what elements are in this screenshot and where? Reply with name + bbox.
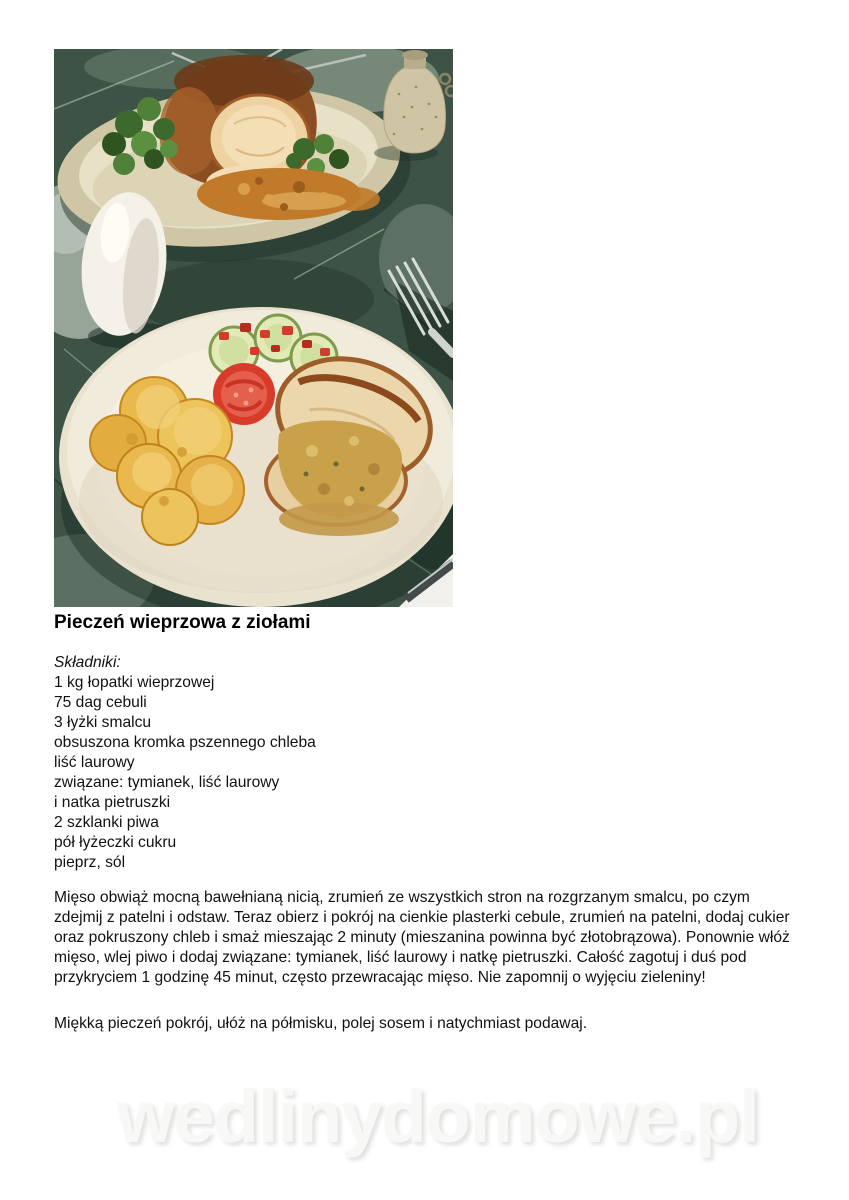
site-watermark: wedlinydomowe.pl [117,1075,759,1158]
ingredient-line: 1 kg łopatki wieprzowej [54,674,215,691]
recipe-photo [54,49,453,607]
page-title: Pieczeń wieprzowa z ziołami [54,612,311,633]
ingredients-heading: Składniki: [54,654,121,671]
recipe-body [54,653,799,1034]
instructions-paragraph: Mięso obwiąż mocną bawełnianą nicią, zrumień ze wszystkich stron na rozgrzanym smalcu, po czym zdejmij z patelni i odstaw. Teraz obierz i pokrój na cienkie plasterki cebule, zrumień na patelni, dodaj cukier oraz pokruszony chleb i smaż mieszając 2 minuty (mieszanina powinna być złotobrązowa). Ponownie włóż mięso, wlej piwo i dodaj związane: tymianek, liść laurowy i natkę pietruszki. Całość zagotuj i duś pod przykryciem 1 godzinę 45 minut, często przewracając mięso. Nie zapomnij o wyjęciu zieleniny! [54,889,790,986]
ingredient-line: 75 dag cebuli [54,694,147,711]
serving-paragraph: Miękką pieczeń pokrój, ułóż na półmisku, polej sosem i natychmiast podawaj. [54,1015,588,1032]
ingredients-list [54,673,799,873]
ingredient-line: związane: tymianek, liść laurowy [54,774,280,791]
ingredient-line: pół łyżeczki cukru [54,834,177,851]
ingredient-line: pieprz, sól [54,854,126,871]
ingredient-line: liść laurowy [54,754,135,771]
ingredient-line: 2 szklanki piwa [54,814,159,831]
ingredient-line: obsuszona kromka pszennego chleba [54,734,316,751]
pork-roast-photo-illustration [54,49,453,607]
ingredient-line: 3 łyżki smalcu [54,714,152,731]
ingredient-line: i natka pietruszki [54,794,171,811]
